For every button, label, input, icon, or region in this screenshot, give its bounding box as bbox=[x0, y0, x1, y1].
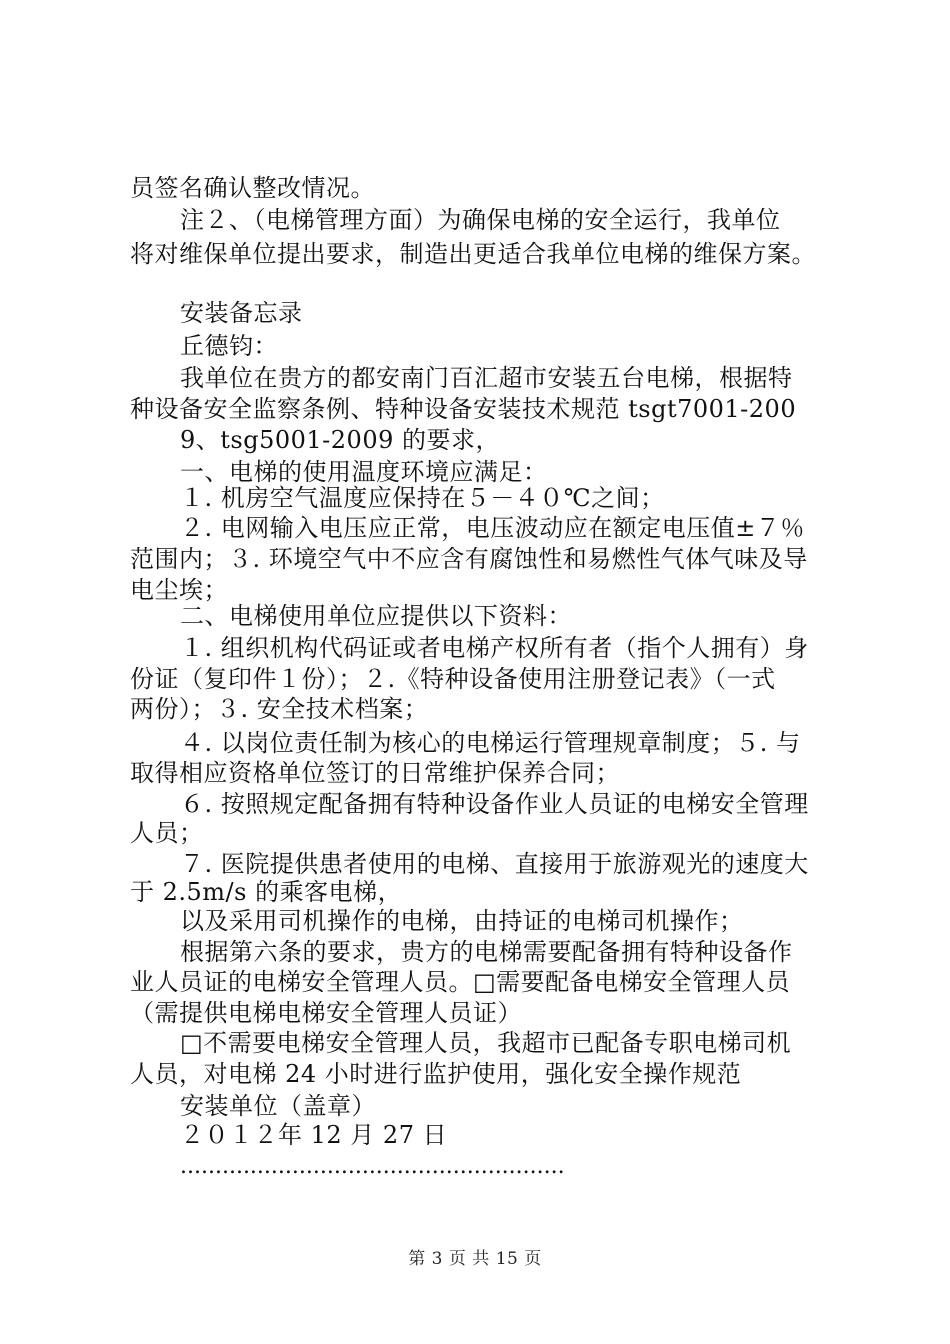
text-line: 取得相应资格单位签订的日常维护保养合同； bbox=[130, 759, 620, 787]
text-line: 人员，对电梯 24 小时进行监护使用，强化安全操作规范 bbox=[130, 1060, 742, 1088]
text-line: （需提供电梯电梯安全管理人员证） bbox=[130, 999, 522, 1027]
text-line: 员签名确认整改情况。 bbox=[130, 174, 375, 202]
text-line: 人员； bbox=[130, 819, 204, 847]
text-line: □不需要电梯安全管理人员，我超市已配备专职电梯司机 bbox=[180, 1029, 792, 1057]
text-line: 两份）；３. 安全技术档案； bbox=[130, 695, 429, 723]
text-line: 于 2.5m/s 的乘客电梯， bbox=[130, 878, 403, 906]
text-line: 我单位在贵方的都安南门百汇超市安装五台电梯，根据特 bbox=[180, 364, 793, 392]
text-line: ２. 电网输入电压应正常，电压波动应在额定电压值±７％ bbox=[180, 514, 805, 542]
section-heading: 一、电梯的使用温度环境应满足： bbox=[180, 458, 548, 486]
page-footer: 第 3 页 共 15 页 bbox=[408, 1249, 542, 1269]
text-line: 根据第六条的要求，贵方的电梯需要配备拥有特种设备作 bbox=[180, 938, 793, 966]
text-line: １. 组织机构代码证或者电梯产权所有者（指个人拥有）身 bbox=[180, 634, 809, 662]
memo-title: 安装备忘录 bbox=[180, 299, 303, 327]
text-line: 电尘埃； bbox=[130, 576, 228, 604]
text-line: 将对维保单位提出要求，制造出更适合我单位电梯的维保方案。 bbox=[130, 240, 816, 268]
text-line: 业人员证的电梯安全管理人员。□需要配备电梯安全管理人员 bbox=[130, 968, 791, 996]
text-line: 9、tsg5001-2009 的要求， bbox=[180, 426, 500, 454]
addressee: 丘德钧： bbox=[180, 332, 278, 360]
section-heading: 二、电梯使用单位应提供以下资料： bbox=[180, 602, 572, 630]
text-line: ７. 医院提供患者使用的电梯、直接用于旅游观光的速度大 bbox=[180, 850, 809, 878]
text-line: 注２、（电梯管理方面）为确保电梯的安全运行，我单位 bbox=[180, 206, 781, 234]
text-line: ４. 以岗位责任制为核心的电梯运行管理规章制度；５. 与 bbox=[180, 729, 801, 757]
text-line: １. 机房空气温度应保持在５－４０℃之间； bbox=[180, 484, 665, 512]
text-line: 份证（复印件１份）；２.《特种设备使用注册登记表》（一式 bbox=[130, 665, 776, 693]
text-line: ６. 按照规定配备拥有特种设备作业人员证的电梯安全管理 bbox=[180, 790, 809, 818]
text-line: 以及采用司机操作的电梯，由持证的电梯司机操作； bbox=[180, 907, 744, 935]
text-line: 范围内；３. 环境空气中不应含有腐蚀性和易燃性气体气味及导 bbox=[130, 545, 808, 573]
signature-unit: 安装单位（盖章） bbox=[180, 1092, 376, 1120]
text-line: 种设备安全监察条例、特种设备安装技术规范 tsgt7001-200 bbox=[130, 395, 797, 423]
signature-date: ２０１２年 12 月 27 日 bbox=[180, 1121, 448, 1149]
dotted-separator: ....................................................... bbox=[180, 1154, 565, 1179]
